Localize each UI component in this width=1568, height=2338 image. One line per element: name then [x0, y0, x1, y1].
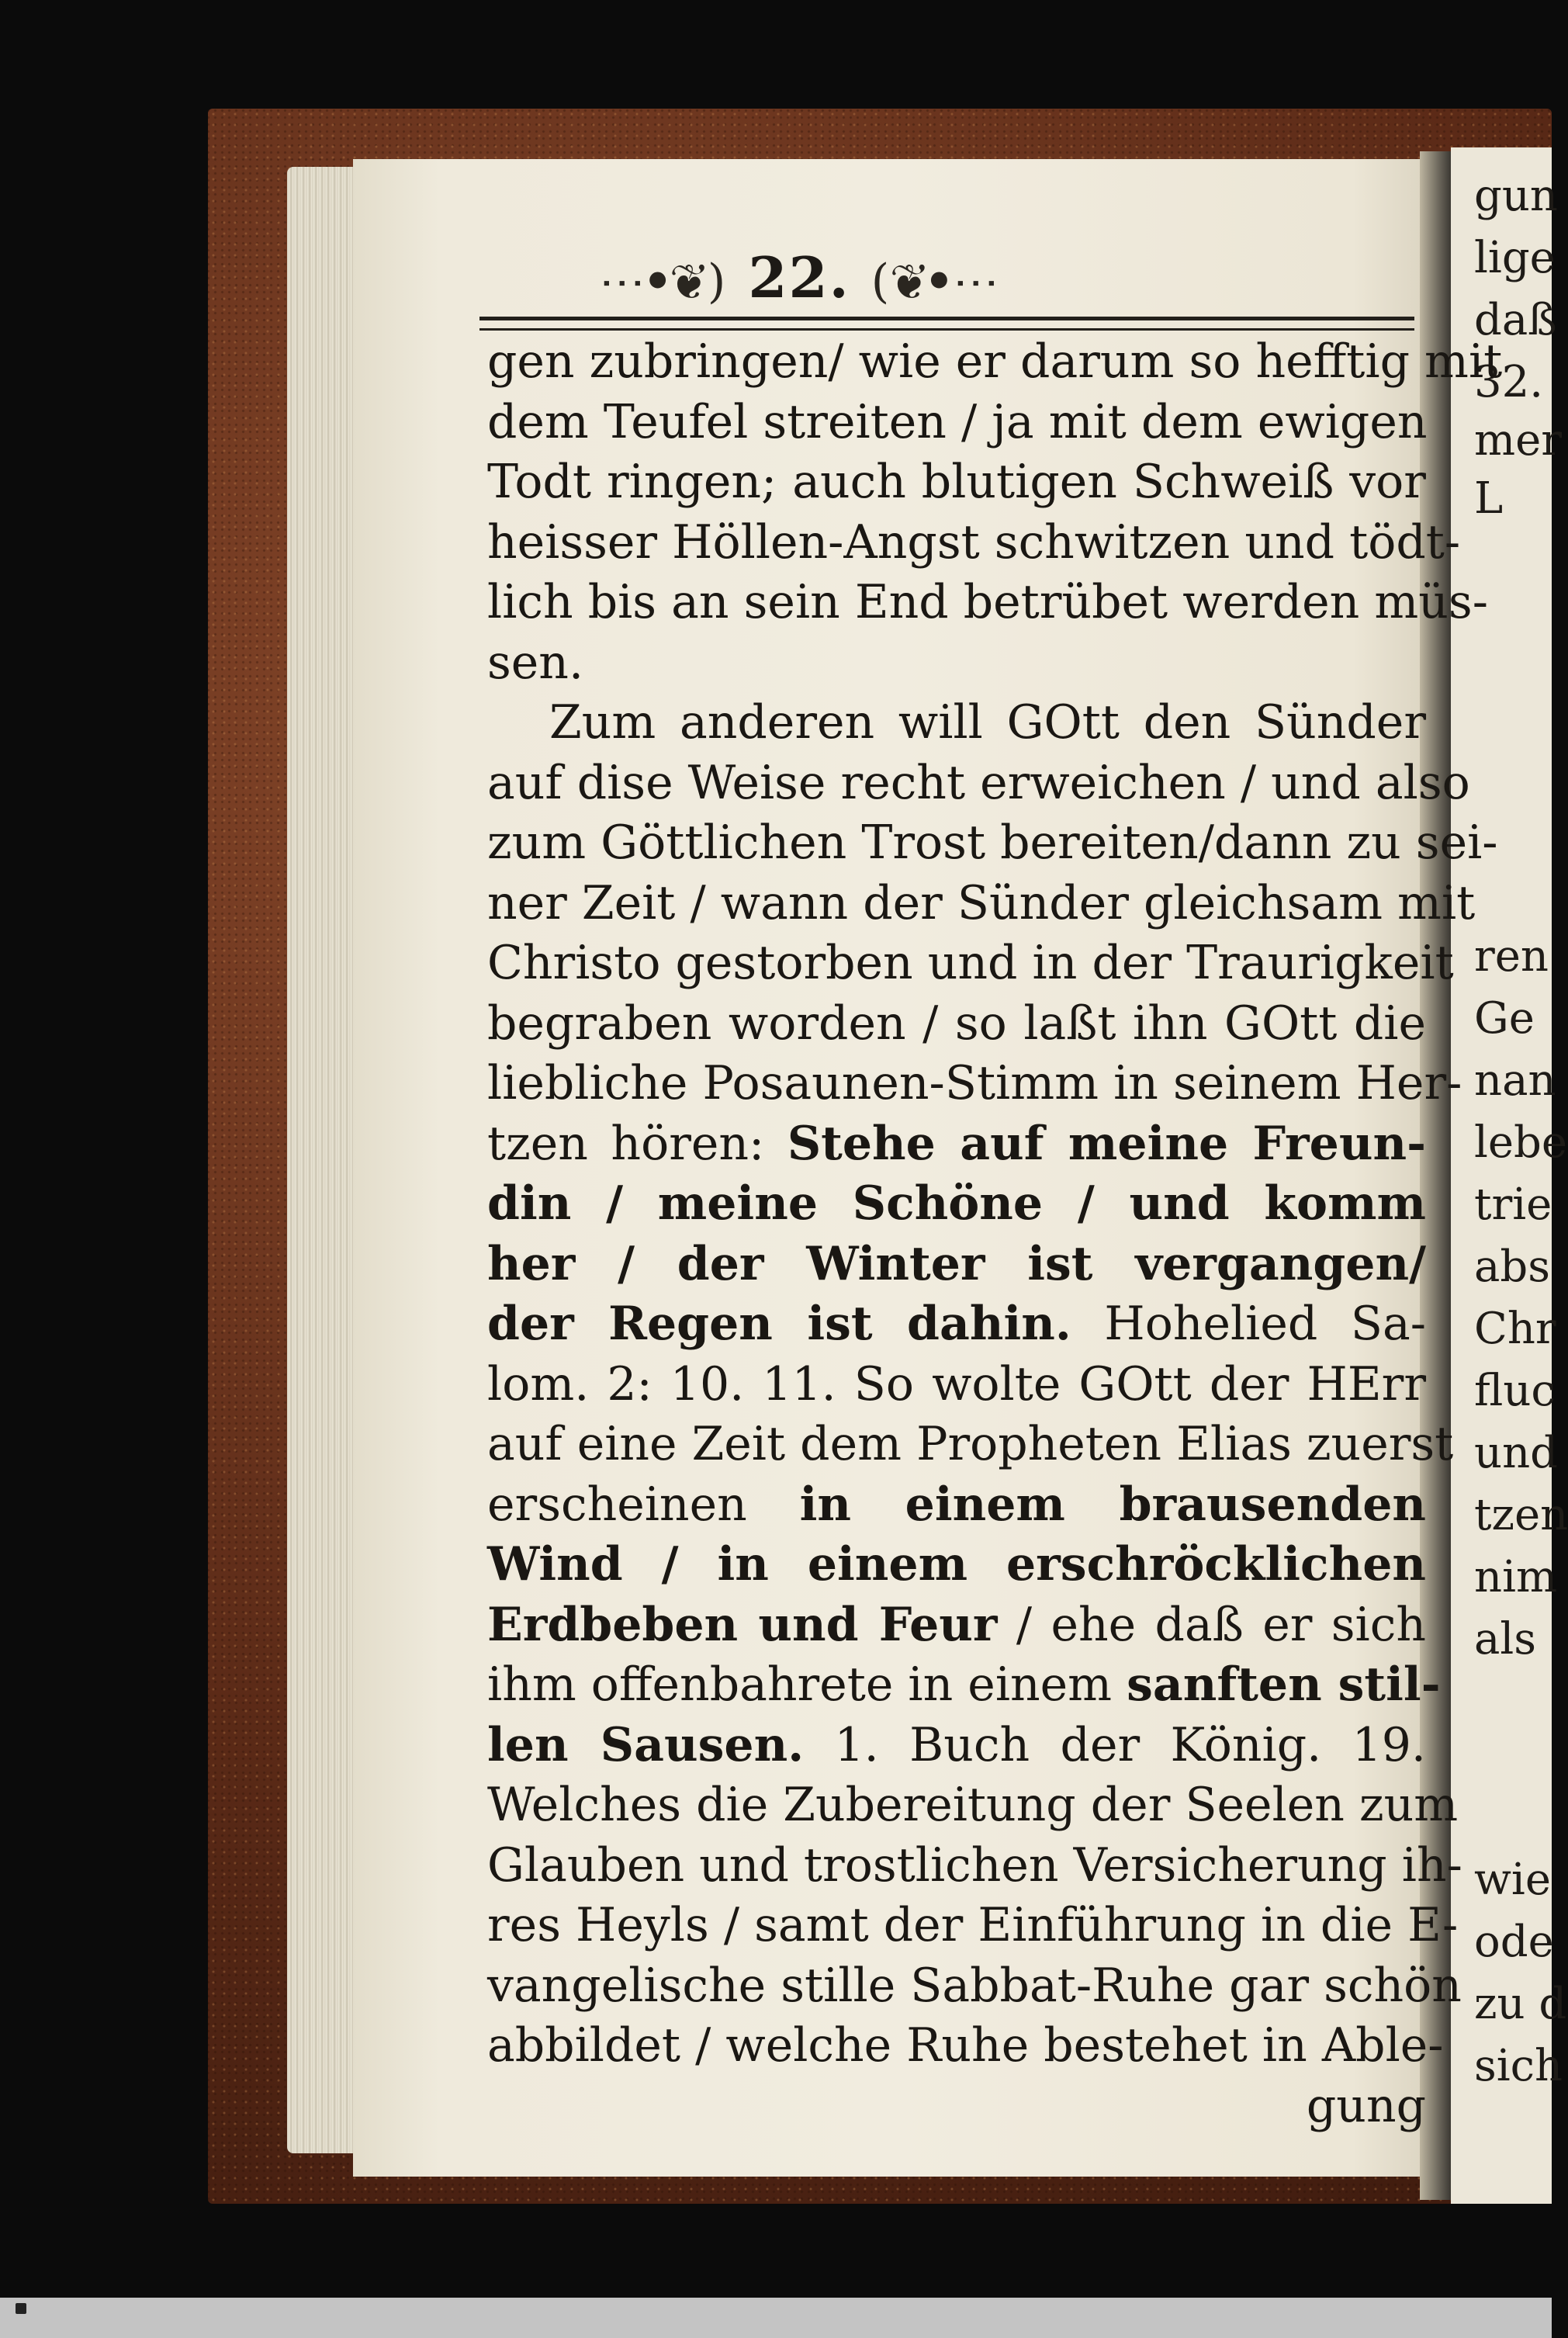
line-text: / ehe daß er sich — [997, 1597, 1426, 1652]
emphasis-text: der Regen ist dahin. — [487, 1297, 1071, 1351]
next-page-text: und — [1474, 1428, 1558, 1478]
page-text — [487, 332, 1503, 2136]
next-page-text: sich — [1474, 2041, 1563, 2091]
text-line — [487, 1836, 1462, 1896]
text-line — [487, 1415, 1454, 1475]
next-page-text: Chr — [1474, 1304, 1556, 1354]
line-text: ihm offenbahrete in einem — [487, 1657, 1127, 1712]
next-page-text: trie — [1474, 1179, 1552, 1230]
line-text: lom. 2: 10. 11. So wolte GOtt der HErr — [487, 1356, 1426, 1411]
line-text: ner Zeit / wann der Sünder gleichsam mit — [487, 875, 1476, 930]
line-text: sen. — [487, 635, 584, 690]
line-text: heisser Höllen-Angst schwitzen und tödt- — [487, 514, 1461, 570]
text-line — [487, 994, 1426, 1055]
text-line — [487, 1114, 1426, 1175]
catchword — [487, 2076, 1426, 2137]
line-text: Zum anderen will GOtt den Sünder — [549, 695, 1426, 750]
text-line — [487, 1716, 1426, 1776]
next-page-text: ren — [1474, 931, 1549, 982]
next-page-text: nim — [1474, 1552, 1558, 1602]
line-text: gung — [1306, 2078, 1426, 2133]
next-page-text: lige — [1474, 233, 1556, 283]
page-edges — [287, 167, 357, 2153]
text-line — [487, 2016, 1444, 2076]
page-header — [598, 244, 1000, 310]
header-ornament-left: ⋯ꔷ❦) — [597, 255, 728, 309]
next-page-text: fluc — [1474, 1366, 1556, 1416]
emphasis-text: din / meine Schöne / und komm — [487, 1176, 1426, 1231]
text-line — [487, 332, 1503, 393]
text-line — [487, 874, 1476, 934]
line-text: lich bis an sein End betrübet werden müs- — [487, 575, 1488, 629]
next-page-text: gun — [1474, 171, 1558, 221]
text-line — [487, 1896, 1459, 1956]
text-line — [487, 1054, 1462, 1114]
emphasis-text: Erdbeben und Feur — [487, 1597, 998, 1652]
institution-logo — [9, 2303, 33, 2331]
next-page-fragment — [1451, 147, 1568, 2204]
text-line — [487, 1475, 1426, 1536]
emphasis-text: her / der Winter ist vergangen/ — [487, 1236, 1426, 1291]
line-text: zum Göttlichen Trost bereiten/dann zu sei- — [487, 816, 1498, 870]
next-page-text: 32. — [1474, 357, 1544, 407]
next-page-text: wie — [1474, 1855, 1551, 1905]
text-line — [487, 753, 1470, 814]
line-text: Welches die Zubereitung der Seelen zum — [487, 1778, 1459, 1832]
line-text: begraben worden / so laßt ihn GOtt die — [487, 996, 1426, 1051]
line-text: res Heyls / samt der Einführung in die E- — [487, 1898, 1459, 1952]
text-line — [487, 1655, 1441, 1716]
text-line — [487, 1595, 1426, 1656]
logo-icon — [16, 2303, 26, 2314]
next-page-text: lebe — [1474, 1117, 1568, 1168]
text-line — [487, 393, 1426, 453]
line-text: 1. Buch der König. 19. — [804, 1717, 1426, 1772]
line-text: Christo gestorben und in der Traurigkeit — [487, 936, 1454, 990]
text-line — [487, 513, 1461, 573]
text-line — [487, 1174, 1426, 1235]
line-text: dem Teufel streiten / ja mit dem ewigen — [487, 394, 1428, 449]
emphasis-text: Stehe auf meine Freun- — [787, 1116, 1426, 1171]
text-line — [487, 633, 1426, 694]
text-line — [487, 813, 1498, 874]
text-line — [487, 1294, 1426, 1355]
line-text: liebliche Posaunen-Stimm in seinem Her- — [487, 1056, 1462, 1110]
text-line — [487, 1775, 1459, 1836]
text-line — [487, 1956, 1462, 2017]
line-text: Todt ringen; auch blutigen Schweiß vor — [487, 455, 1426, 509]
emphasis-text: in einem brausenden — [799, 1477, 1426, 1532]
line-text: Hohelied Sa- — [1071, 1297, 1426, 1351]
text-line — [487, 693, 1426, 753]
line-text: vangelische stille Sabbat-Ruhe gar schön — [487, 1958, 1462, 2013]
emphasis-text: len Sausen. — [487, 1717, 805, 1772]
text-line — [487, 573, 1488, 633]
next-page-text: L — [1474, 473, 1504, 524]
next-page-text: abs — [1474, 1242, 1550, 1292]
next-page-text: als — [1474, 1614, 1537, 1664]
header-rule — [479, 317, 1414, 331]
line-text: tzen hören: — [487, 1116, 787, 1171]
next-page-text: mer — [1474, 415, 1563, 466]
next-page-text: zu d — [1474, 1979, 1567, 2029]
text-line — [487, 1235, 1426, 1295]
line-text: erscheinen — [487, 1477, 800, 1532]
text-line — [487, 1535, 1426, 1595]
emphasis-text: Wind / in einem erschröcklichen — [487, 1537, 1426, 1592]
next-page-text: daß — [1474, 295, 1557, 345]
footer-bar — [0, 2298, 1552, 2338]
header-ornament-right: (❦ꔷ⋯ — [871, 255, 1001, 309]
next-page-text: ode — [1474, 1917, 1554, 1967]
next-page-text: tzen — [1474, 1490, 1568, 1540]
next-page-text: Ge — [1474, 993, 1535, 1044]
text-line — [487, 933, 1454, 994]
line-text: Glauben und trostlichen Versicherung ih- — [487, 1837, 1462, 1893]
emphasis-text: sanften stil- — [1127, 1657, 1441, 1712]
line-text: abbildet / welche Ruhe bestehet in Able- — [487, 2018, 1444, 2073]
line-text: gen zubringen/ wie er darum so hefftig mit — [487, 334, 1503, 389]
page-number: 22. — [748, 244, 850, 310]
line-text: auf dise Weise recht erweichen / und also — [487, 755, 1470, 810]
text-line — [487, 1355, 1426, 1415]
text-line — [487, 452, 1426, 513]
next-page-text: nan — [1474, 1055, 1556, 1106]
line-text: auf eine Zeit dem Propheten Elias zuerst — [487, 1417, 1454, 1471]
